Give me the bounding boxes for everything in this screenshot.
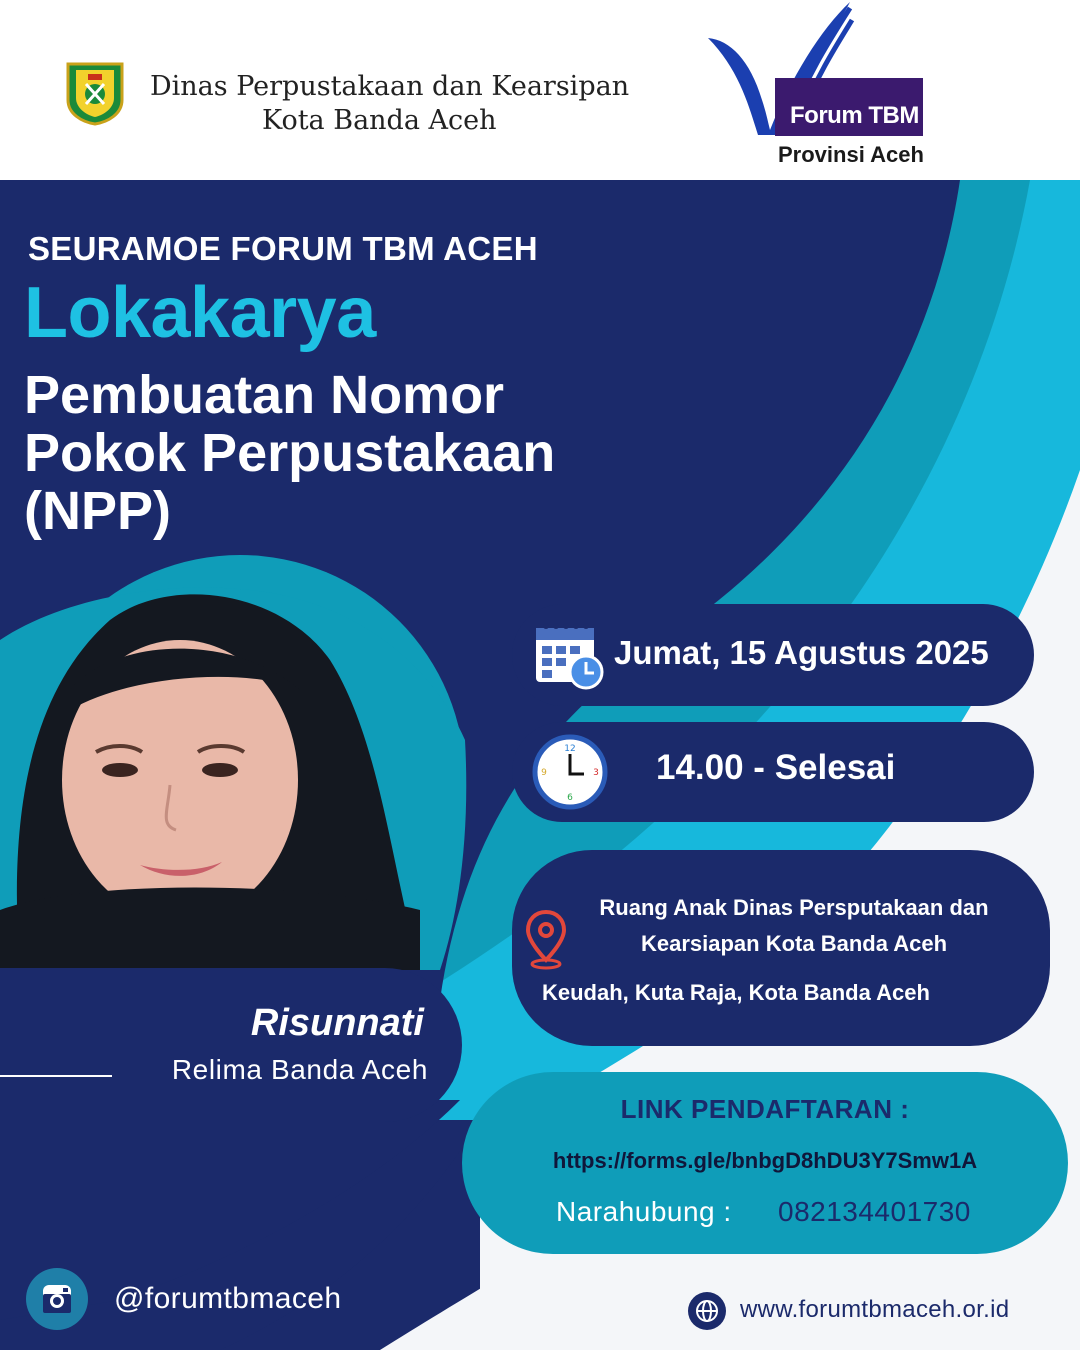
forum-tbm-logo-sub: Provinsi Aceh: [778, 142, 924, 167]
svg-text:9: 9: [541, 768, 547, 778]
event-kicker: SEURAMOE FORUM TBM ACEH: [28, 230, 538, 267]
instagram-icon: [41, 1283, 73, 1315]
event-time: 14.00 - Selesai: [656, 748, 896, 787]
agency-name-line2: Kota Banda Aceh: [262, 105, 497, 136]
agency-name: [150, 70, 690, 138]
svg-text:12: 12: [564, 744, 576, 754]
instagram-handle[interactable]: @forumtbmaceh: [114, 1282, 342, 1315]
header: [0, 0, 1080, 180]
speaker-card: [0, 968, 462, 1122]
location-address: Keudah, Kuta Raja, Kota Banda Aceh: [542, 980, 930, 1005]
instagram-button[interactable]: [26, 1268, 88, 1330]
event-title: Lokakarya: [24, 273, 376, 353]
website-button[interactable]: [688, 1292, 726, 1330]
contact-phone[interactable]: 082134401730: [778, 1196, 971, 1227]
contact-label: Narahubung :: [556, 1196, 732, 1227]
registration-card: [462, 1072, 1068, 1254]
agency-name-line1: Dinas Perpustakaan dan Kearsipan: [150, 71, 630, 102]
globe-icon: [695, 1299, 719, 1323]
date-pill: [512, 604, 1034, 706]
event-subtitle: Pembuatan Nomor Pokok Perpustakaan (NPP): [24, 365, 556, 541]
speaker-photo: [0, 580, 470, 970]
banda-aceh-crest-logo: [64, 60, 126, 126]
location-venue: Ruang Anak Dinas Persputakaan dan Kearsiapan Kota Banda Aceh: [599, 895, 989, 956]
event-date: Jumat, 15 Agustus 2025: [614, 634, 989, 671]
website-url[interactable]: www.forumtbmaceh.or.id: [740, 1296, 1010, 1323]
forum-tbm-logo-name: Forum TBM: [790, 102, 919, 129]
svg-text:6: 6: [567, 793, 573, 803]
speaker-divider: [0, 1075, 112, 1077]
location-pin-icon: [526, 910, 566, 970]
clock-icon: [532, 734, 608, 810]
registration-title: LINK PENDAFTARAN :: [620, 1094, 910, 1124]
registration-link[interactable]: https://forms.gle/bnbgD8hDU3Y7Smw1A: [552, 1148, 978, 1173]
svg-text:3: 3: [593, 768, 599, 778]
calendar-icon: [532, 620, 604, 690]
speaker-name: Risunnati: [250, 1002, 424, 1044]
location-pill: [512, 850, 1050, 1046]
speaker-organization: Relima Banda Aceh: [171, 1054, 428, 1085]
time-pill: [512, 722, 1034, 822]
